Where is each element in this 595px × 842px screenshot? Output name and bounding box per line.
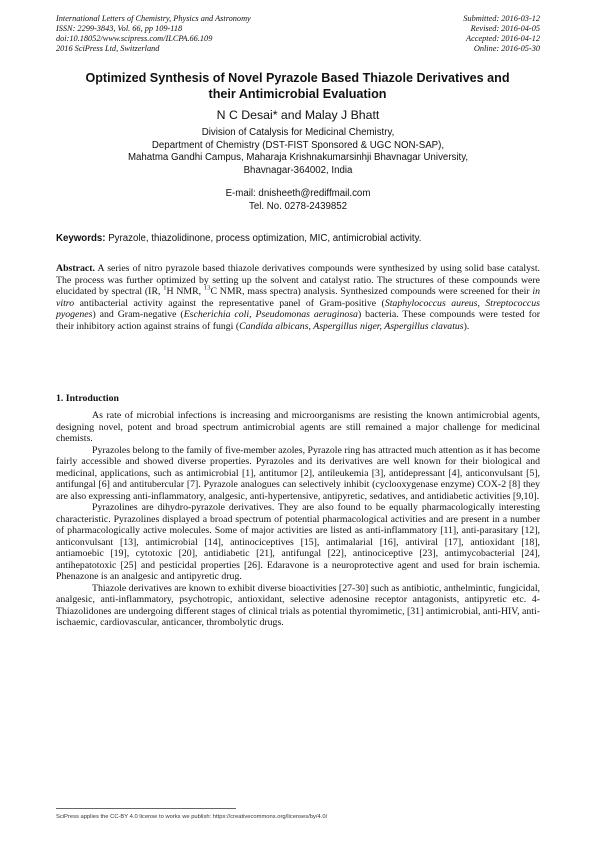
abstract-text: H NMR,: [166, 286, 204, 297]
intro-paragraph: Thiazole derivatives are known to exhibit diverse bioactivities [27-30] such as antibiotic, anthelmintic, fungicidal, analgesic, anti-inflammatory, psychotropic, antioxidant, selective adenosine receptor antagonists, antipyretic etc. 4-Thiazolidones are undergoing different stages of clinical trials as potential thyromimetic, [31] antimicrobial, anti-HIV, anti-ischaemic, cardiovascular, anticancer, thrombolytic drugs.: [56, 582, 540, 628]
abstract-italic: in vitro: [56, 286, 540, 309]
telephone: Tel. No. 0278-2439852: [248, 200, 348, 212]
keywords-label: Keywords:: [56, 233, 106, 244]
submitted-date: Submitted: 2016-03-12: [463, 14, 540, 23]
fungi-species: Candida albicans, Aspergillus niger, Aspergillus clavatus: [239, 320, 464, 332]
issn: ISSN: 2299-3843, Vol. 66, pp 109-118: [56, 24, 183, 33]
footer-divider: [56, 808, 236, 809]
authors: N C Desai* and Malay J Bhatt: [216, 108, 380, 122]
superscript: 13: [203, 284, 211, 292]
superscript: 1: [163, 284, 167, 292]
license-footer[interactable]: SciPress applies the CC-BY 4.0 license to works we publish: https://creativecommons.org/licenses/by/4.0/: [56, 814, 328, 820]
journal-meta: [56, 14, 540, 54]
accepted-date: Accepted: 2016-04-12: [466, 34, 540, 43]
keywords: [56, 233, 540, 244]
title-line-1: Optimized Synthesis of Novel Pyrazole Based Thiazole Derivatives and: [85, 71, 510, 85]
intro-paragraph: As rate of microbial infections is increasing and microorganisms are resisting the known antimicrobial agents, designing novel, potent and broad spectrum antimicrobial agents are still remained a major challenge for medicinal chemists.: [56, 410, 540, 444]
revised-date: Revised: 2016-04-05: [470, 24, 540, 33]
section-heading: 1. Introduction: [56, 393, 119, 404]
intro-paragraph: Pyrazoles belong to the family of five-member azoles, Pyrazole ring has attracted much attention as it has become fairly accessible and showed diverse properties. Pyrazoles and its derivatives are well known for their biological and medicinal, applications, such as antimicrobial [1], antitumor [2], antileukemia [3], antidepressant [4], anticonvulsant [5], antifungal [6] and antitubercular [7]. Pyrazole analogues can selectively inhibit (cyclooxygenase enzyme) COX-2 [8] they are also expressing anti-inflammatory, analgesic, anti-hypertensive, antipyretic, sedatives, and antidiabetic activities [9,10].: [56, 444, 540, 502]
journal-name: International Letters of Chemistry, Physics and Astronomy: [56, 14, 251, 23]
gram-negative-species: Escherichia coli, Pseudomonas aeruginosa: [183, 309, 358, 320]
online-date: Online: 2016-05-30: [473, 44, 540, 53]
doi[interactable]: doi:10.18052/www.scipress.com/ILCPA.66.109: [56, 34, 213, 43]
gram-positive-species: Staphylococcus aureus, Streptococcus pyogenes: [56, 297, 540, 320]
introduction: [56, 410, 540, 629]
abstract: [56, 263, 540, 332]
affiliation: [56, 127, 540, 177]
affiliation-line: Division of Catalysis for Medicinal Chemistry,: [201, 127, 395, 138]
abstract-text: ).: [463, 320, 470, 332]
intro-paragraph: Pyrazolines are dihydro-pyrazole derivatives. They are also found to be equally pharmacologically interesting characteristic. Pyrazolines displayed a broad spectrum of potential pharmacological activities and are present in a number of pharmacologically active molecules. Some of major activities are listed as anti-inflammatory [11], anti-parasitary [12], anticonvulsant [13], antimicrobial [14], antinociceptives [15], antimalarial [16], antiviral [17], antioxidant [18], antiamoebic [19], cytotoxic [20], antidiabetic [21], antifungal [22], antinociceptive [23], antimycobacterial [24], antihepatotoxic [25] and pesticidal properties [26]. Edaravone is a neuroprotective agent and used for brain ischemia. Phenazone is an analgesic and antipyretic drug.: [56, 502, 540, 582]
affiliation-line: Bhavnagar-364002, India: [243, 164, 353, 176]
copyright: 2016 SciPress Ltd, Switzerland: [56, 44, 160, 53]
title-line-2: their Antimicrobial Evaluation: [208, 87, 387, 101]
abstract-text: ) bacteria. These compounds were tested for their inhibitory action against strains of fungi (: [56, 309, 540, 332]
abstract-text: A series of nitro pyrazole based thiazole derivatives compounds were synthesized by using solid base catalyst. The process was further optimized by setting up the solvent and catalyst ratio. The structures of these compounds were elucidated by spectral (IR,: [56, 263, 540, 297]
affiliation-line: Department of Chemistry (DST-FIST Sponsored & UGC NON-SAP),: [151, 139, 445, 151]
abstract-label: Abstract.: [56, 263, 95, 274]
email[interactable]: E-mail: dnisheeth@rediffmail.com: [225, 188, 371, 199]
abstract-text: C NMR, mass spectra) analysis. Synthesized compounds were screened for their: [210, 286, 533, 297]
affiliation-line: Mahatma Gandhi Campus, Maharaja Krishnakumarsinhji Bhavnagar University,: [127, 152, 469, 164]
abstract-text: antibacterial activity against the representative panel of Gram-positive (: [74, 297, 385, 309]
abstract-text: ) and Gram-negative (: [92, 309, 184, 320]
keywords-text: Pyrazole, thiazolidinone, process optimization, MIC, antimicrobial activity.: [105, 233, 422, 244]
contact-info: [56, 188, 540, 214]
paper-title: [40, 70, 555, 102]
